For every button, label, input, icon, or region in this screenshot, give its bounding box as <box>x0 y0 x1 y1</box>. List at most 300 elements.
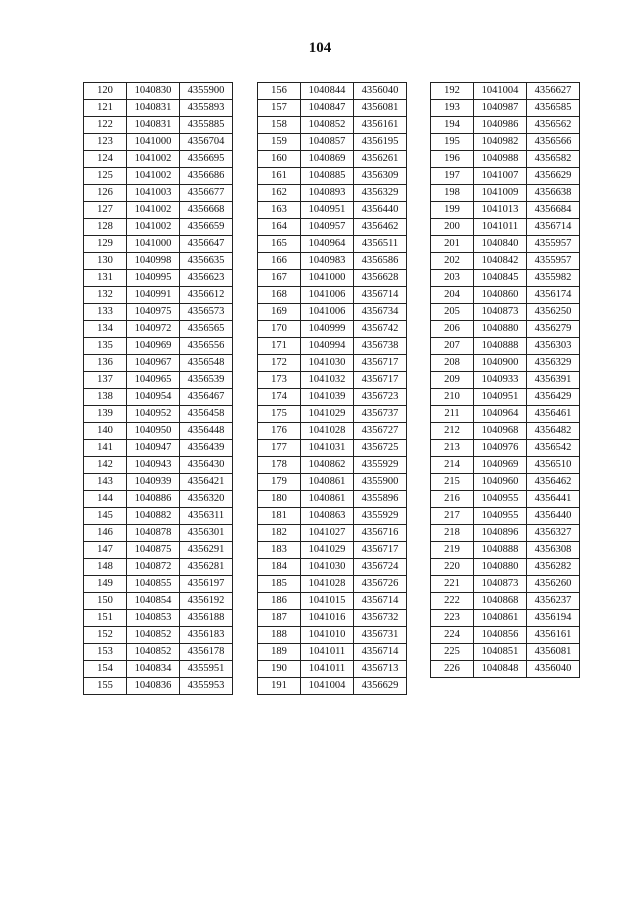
x-coordinate-cell: 1040856 <box>474 627 527 644</box>
x-coordinate-cell: 1040951 <box>301 202 354 219</box>
point-number-cell: 175 <box>258 406 301 423</box>
x-coordinate-cell: 1040986 <box>474 117 527 134</box>
x-coordinate-cell: 1040862 <box>301 457 354 474</box>
x-coordinate-cell: 1040880 <box>474 321 527 338</box>
point-number-cell: 121 <box>84 100 127 117</box>
table-row <box>84 576 233 593</box>
point-number-cell: 129 <box>84 236 127 253</box>
x-coordinate-cell: 1041000 <box>127 236 180 253</box>
point-number-cell: 157 <box>258 100 301 117</box>
y-coordinate-cell: 4356281 <box>180 559 233 576</box>
y-coordinate-cell: 4356439 <box>180 440 233 457</box>
x-coordinate-cell: 1040952 <box>127 406 180 423</box>
table-row <box>84 593 233 610</box>
point-number-cell: 162 <box>258 185 301 202</box>
point-number-cell: 163 <box>258 202 301 219</box>
table-row <box>431 372 580 389</box>
point-number-cell: 150 <box>84 593 127 610</box>
x-coordinate-cell: 1040983 <box>301 253 354 270</box>
y-coordinate-cell: 4356562 <box>527 117 580 134</box>
x-coordinate-cell: 1041007 <box>474 168 527 185</box>
table-row <box>431 389 580 406</box>
y-coordinate-cell: 4356320 <box>180 491 233 508</box>
table-row <box>84 100 233 117</box>
y-coordinate-cell: 4356511 <box>354 236 407 253</box>
y-coordinate-cell: 4356260 <box>527 576 580 593</box>
point-number-cell: 203 <box>431 270 474 287</box>
table-row <box>84 423 233 440</box>
y-coordinate-cell: 4356726 <box>354 576 407 593</box>
y-coordinate-cell: 4356629 <box>354 678 407 695</box>
y-coordinate-cell: 4356429 <box>527 389 580 406</box>
y-coordinate-cell: 4356714 <box>354 593 407 610</box>
x-coordinate-cell: 1040861 <box>474 610 527 627</box>
x-coordinate-cell: 1041009 <box>474 185 527 202</box>
point-number-cell: 211 <box>431 406 474 423</box>
point-number-cell: 151 <box>84 610 127 627</box>
y-coordinate-cell: 4356081 <box>354 100 407 117</box>
y-coordinate-cell: 4356627 <box>527 83 580 100</box>
table-row <box>431 440 580 457</box>
table-row <box>431 287 580 304</box>
table-row <box>84 406 233 423</box>
x-coordinate-cell: 1040893 <box>301 185 354 202</box>
table-row <box>258 389 407 406</box>
y-coordinate-cell: 4356565 <box>180 321 233 338</box>
point-number-cell: 179 <box>258 474 301 491</box>
y-coordinate-cell: 4356734 <box>354 304 407 321</box>
y-coordinate-cell: 4356717 <box>354 355 407 372</box>
table-row <box>431 610 580 627</box>
point-number-cell: 183 <box>258 542 301 559</box>
table-row <box>258 542 407 559</box>
point-number-cell: 190 <box>258 661 301 678</box>
x-coordinate-cell: 1040960 <box>474 474 527 491</box>
y-coordinate-cell: 4355953 <box>180 678 233 695</box>
table-row <box>431 151 580 168</box>
table-row <box>258 576 407 593</box>
x-coordinate-cell: 1040873 <box>474 576 527 593</box>
x-coordinate-cell: 1041011 <box>474 219 527 236</box>
x-coordinate-cell: 1041000 <box>127 134 180 151</box>
point-number-cell: 201 <box>431 236 474 253</box>
point-number-cell: 204 <box>431 287 474 304</box>
table-row <box>431 100 580 117</box>
y-coordinate-cell: 4356737 <box>354 406 407 423</box>
table-row <box>258 474 407 491</box>
point-number-cell: 131 <box>84 270 127 287</box>
table-row <box>84 83 233 100</box>
x-coordinate-cell: 1040852 <box>301 117 354 134</box>
y-coordinate-cell: 4356585 <box>527 100 580 117</box>
y-coordinate-cell: 4355929 <box>354 508 407 525</box>
table-row <box>431 83 580 100</box>
y-coordinate-cell: 4356040 <box>527 661 580 678</box>
page-number: 104 <box>308 40 332 56</box>
point-number-cell: 130 <box>84 253 127 270</box>
y-coordinate-cell: 4356391 <box>527 372 580 389</box>
y-coordinate-cell: 4356738 <box>354 338 407 355</box>
point-number-cell: 180 <box>258 491 301 508</box>
x-coordinate-cell: 1040955 <box>474 491 527 508</box>
table-row <box>84 491 233 508</box>
point-number-cell: 172 <box>258 355 301 372</box>
point-number-cell: 182 <box>258 525 301 542</box>
y-coordinate-cell: 4356542 <box>527 440 580 457</box>
x-coordinate-cell: 1040964 <box>301 236 354 253</box>
table-row <box>258 321 407 338</box>
table-row <box>431 593 580 610</box>
x-coordinate-cell: 1041029 <box>301 542 354 559</box>
y-coordinate-cell: 4356440 <box>354 202 407 219</box>
y-coordinate-cell: 4356548 <box>180 355 233 372</box>
point-number-cell: 132 <box>84 287 127 304</box>
x-coordinate-cell: 1041002 <box>127 219 180 236</box>
y-coordinate-cell: 4356704 <box>180 134 233 151</box>
table-row <box>84 678 233 695</box>
point-number-cell: 154 <box>84 661 127 678</box>
y-coordinate-cell: 4355957 <box>527 236 580 253</box>
table-row <box>84 508 233 525</box>
point-number-cell: 126 <box>84 185 127 202</box>
table-row <box>431 474 580 491</box>
table-row <box>431 168 580 185</box>
table-row <box>258 440 407 457</box>
point-number-cell: 142 <box>84 457 127 474</box>
point-number-cell: 128 <box>84 219 127 236</box>
table-row <box>258 168 407 185</box>
y-coordinate-cell: 4356714 <box>354 287 407 304</box>
table-row <box>431 270 580 287</box>
table-row <box>258 202 407 219</box>
x-coordinate-cell: 1040900 <box>474 355 527 372</box>
x-coordinate-cell: 1040868 <box>474 593 527 610</box>
table-row <box>84 355 233 372</box>
x-coordinate-cell: 1040852 <box>127 627 180 644</box>
x-coordinate-cell: 1040880 <box>474 559 527 576</box>
x-coordinate-cell: 1040995 <box>127 270 180 287</box>
point-number-cell: 134 <box>84 321 127 338</box>
table-row <box>258 304 407 321</box>
y-coordinate-cell: 4356586 <box>354 253 407 270</box>
x-coordinate-cell: 1041011 <box>301 644 354 661</box>
x-coordinate-cell: 1040888 <box>474 542 527 559</box>
x-coordinate-cell: 1041002 <box>127 202 180 219</box>
table-row <box>258 525 407 542</box>
y-coordinate-cell: 4356183 <box>180 627 233 644</box>
y-coordinate-cell: 4356040 <box>354 83 407 100</box>
table-row <box>258 406 407 423</box>
y-coordinate-cell: 4356188 <box>180 610 233 627</box>
y-coordinate-cell: 4356192 <box>180 593 233 610</box>
x-coordinate-cell: 1040991 <box>127 287 180 304</box>
table-row <box>258 100 407 117</box>
table-row <box>84 644 233 661</box>
point-number-cell: 184 <box>258 559 301 576</box>
y-coordinate-cell: 4356081 <box>527 644 580 661</box>
y-coordinate-cell: 4356566 <box>527 134 580 151</box>
table-row <box>258 423 407 440</box>
point-number-cell: 196 <box>431 151 474 168</box>
table-row <box>258 236 407 253</box>
x-coordinate-cell: 1041006 <box>301 287 354 304</box>
point-number-cell: 206 <box>431 321 474 338</box>
coordinates-table-3 <box>430 82 580 678</box>
table-row <box>258 593 407 610</box>
point-number-cell: 181 <box>258 508 301 525</box>
point-number-cell: 198 <box>431 185 474 202</box>
y-coordinate-cell: 4356510 <box>527 457 580 474</box>
x-coordinate-cell: 1040854 <box>127 593 180 610</box>
y-coordinate-cell: 4355982 <box>527 270 580 287</box>
x-coordinate-cell: 1040976 <box>474 440 527 457</box>
point-number-cell: 226 <box>431 661 474 678</box>
x-coordinate-cell: 1041002 <box>127 168 180 185</box>
table-row <box>431 644 580 661</box>
point-number-cell: 210 <box>431 389 474 406</box>
y-coordinate-cell: 4356732 <box>354 610 407 627</box>
x-coordinate-cell: 1040878 <box>127 525 180 542</box>
x-coordinate-cell: 1040998 <box>127 253 180 270</box>
x-coordinate-cell: 1040886 <box>127 491 180 508</box>
point-number-cell: 164 <box>258 219 301 236</box>
table-row <box>431 185 580 202</box>
y-coordinate-cell: 4355896 <box>354 491 407 508</box>
point-number-cell: 159 <box>258 134 301 151</box>
point-number-cell: 225 <box>431 644 474 661</box>
x-coordinate-cell: 1041000 <box>301 270 354 287</box>
table-row <box>84 474 233 491</box>
y-coordinate-cell: 4356440 <box>527 508 580 525</box>
point-number-cell: 212 <box>431 423 474 440</box>
y-coordinate-cell: 4356329 <box>527 355 580 372</box>
point-number-cell: 217 <box>431 508 474 525</box>
point-number-cell: 208 <box>431 355 474 372</box>
point-number-cell: 177 <box>258 440 301 457</box>
x-coordinate-cell: 1040848 <box>474 661 527 678</box>
x-coordinate-cell: 1040834 <box>127 661 180 678</box>
point-number-cell: 209 <box>431 372 474 389</box>
table-row <box>258 83 407 100</box>
table-row <box>431 253 580 270</box>
y-coordinate-cell: 4355929 <box>354 457 407 474</box>
table-row <box>258 661 407 678</box>
table-row <box>84 236 233 253</box>
x-coordinate-cell: 1040964 <box>474 406 527 423</box>
table-row <box>258 185 407 202</box>
table-row <box>258 355 407 372</box>
x-coordinate-cell: 1040947 <box>127 440 180 457</box>
y-coordinate-cell: 4356303 <box>527 338 580 355</box>
y-coordinate-cell: 4356731 <box>354 627 407 644</box>
point-number-cell: 219 <box>431 542 474 559</box>
point-number-cell: 176 <box>258 423 301 440</box>
point-number-cell: 153 <box>84 644 127 661</box>
table-row <box>84 253 233 270</box>
y-coordinate-cell: 4356178 <box>180 644 233 661</box>
point-number-cell: 214 <box>431 457 474 474</box>
x-coordinate-cell: 1041002 <box>127 151 180 168</box>
x-coordinate-cell: 1041030 <box>301 559 354 576</box>
point-number-cell: 165 <box>258 236 301 253</box>
point-number-cell: 171 <box>258 338 301 355</box>
point-number-cell: 169 <box>258 304 301 321</box>
y-coordinate-cell: 4356717 <box>354 372 407 389</box>
table-row <box>84 321 233 338</box>
point-number-cell: 170 <box>258 321 301 338</box>
point-number-cell: 122 <box>84 117 127 134</box>
x-coordinate-cell: 1040875 <box>127 542 180 559</box>
y-coordinate-cell: 4356716 <box>354 525 407 542</box>
table-row <box>258 627 407 644</box>
point-number-cell: 138 <box>84 389 127 406</box>
point-number-cell: 220 <box>431 559 474 576</box>
x-coordinate-cell: 1040969 <box>127 338 180 355</box>
y-coordinate-cell: 4356279 <box>527 321 580 338</box>
point-number-cell: 146 <box>84 525 127 542</box>
table-row <box>431 134 580 151</box>
y-coordinate-cell: 4356291 <box>180 542 233 559</box>
x-coordinate-cell: 1041028 <box>301 576 354 593</box>
x-coordinate-cell: 1040954 <box>127 389 180 406</box>
point-number-cell: 194 <box>431 117 474 134</box>
y-coordinate-cell: 4356462 <box>354 219 407 236</box>
x-coordinate-cell: 1040969 <box>474 457 527 474</box>
table-row <box>84 270 233 287</box>
y-coordinate-cell: 4356623 <box>180 270 233 287</box>
x-coordinate-cell: 1040950 <box>127 423 180 440</box>
table-row <box>258 491 407 508</box>
y-coordinate-cell: 4356723 <box>354 389 407 406</box>
point-number-cell: 178 <box>258 457 301 474</box>
y-coordinate-cell: 4356174 <box>527 287 580 304</box>
x-coordinate-cell: 1040857 <box>301 134 354 151</box>
y-coordinate-cell: 4356638 <box>527 185 580 202</box>
x-coordinate-cell: 1041016 <box>301 610 354 627</box>
point-number-cell: 145 <box>84 508 127 525</box>
point-number-cell: 143 <box>84 474 127 491</box>
x-coordinate-cell: 1041039 <box>301 389 354 406</box>
x-coordinate-cell: 1040967 <box>127 355 180 372</box>
y-coordinate-cell: 4356668 <box>180 202 233 219</box>
point-number-cell: 167 <box>258 270 301 287</box>
table-row <box>431 559 580 576</box>
point-number-cell: 223 <box>431 610 474 627</box>
point-number-cell: 205 <box>431 304 474 321</box>
table-row <box>84 202 233 219</box>
table-row <box>431 627 580 644</box>
point-number-cell: 161 <box>258 168 301 185</box>
x-coordinate-cell: 1041015 <box>301 593 354 610</box>
table-row <box>84 134 233 151</box>
table-row <box>258 508 407 525</box>
point-number-cell: 133 <box>84 304 127 321</box>
point-number-cell: 168 <box>258 287 301 304</box>
table-row <box>84 185 233 202</box>
y-coordinate-cell: 4356327 <box>527 525 580 542</box>
y-coordinate-cell: 4356556 <box>180 338 233 355</box>
coordinates-table-1 <box>83 82 233 695</box>
table-row <box>431 338 580 355</box>
point-number-cell: 136 <box>84 355 127 372</box>
point-number-cell: 123 <box>84 134 127 151</box>
x-coordinate-cell: 1041003 <box>127 185 180 202</box>
table-row <box>431 236 580 253</box>
y-coordinate-cell: 4356197 <box>180 576 233 593</box>
y-coordinate-cell: 4356448 <box>180 423 233 440</box>
table-row <box>84 440 233 457</box>
x-coordinate-cell: 1041030 <box>301 355 354 372</box>
table-row <box>84 338 233 355</box>
x-coordinate-cell: 1040994 <box>301 338 354 355</box>
y-coordinate-cell: 4356462 <box>527 474 580 491</box>
y-coordinate-cell: 4356195 <box>354 134 407 151</box>
table-row <box>84 304 233 321</box>
point-number-cell: 207 <box>431 338 474 355</box>
point-number-cell: 137 <box>84 372 127 389</box>
table-row <box>258 644 407 661</box>
table-row <box>84 627 233 644</box>
table-row <box>431 321 580 338</box>
table-row <box>258 610 407 627</box>
y-coordinate-cell: 4356647 <box>180 236 233 253</box>
point-number-cell: 192 <box>431 83 474 100</box>
table-row <box>258 270 407 287</box>
x-coordinate-cell: 1040842 <box>474 253 527 270</box>
y-coordinate-cell: 4355900 <box>354 474 407 491</box>
point-number-cell: 189 <box>258 644 301 661</box>
point-number-cell: 144 <box>84 491 127 508</box>
point-number-cell: 222 <box>431 593 474 610</box>
x-coordinate-cell: 1041031 <box>301 440 354 457</box>
table-row <box>84 219 233 236</box>
x-coordinate-cell: 1040951 <box>474 389 527 406</box>
x-coordinate-cell: 1040852 <box>127 644 180 661</box>
y-coordinate-cell: 4356329 <box>354 185 407 202</box>
table-row <box>84 151 233 168</box>
y-coordinate-cell: 4356582 <box>527 151 580 168</box>
x-coordinate-cell: 1040830 <box>127 83 180 100</box>
y-coordinate-cell: 4355893 <box>180 100 233 117</box>
x-coordinate-cell: 1040888 <box>474 338 527 355</box>
table-row <box>431 457 580 474</box>
table-row <box>431 304 580 321</box>
x-coordinate-cell: 1040999 <box>301 321 354 338</box>
table-row <box>431 423 580 440</box>
x-coordinate-cell: 1040975 <box>127 304 180 321</box>
table-row <box>258 253 407 270</box>
y-coordinate-cell: 4356686 <box>180 168 233 185</box>
x-coordinate-cell: 1040855 <box>127 576 180 593</box>
table-row <box>84 287 233 304</box>
point-number-cell: 155 <box>84 678 127 695</box>
y-coordinate-cell: 4356430 <box>180 457 233 474</box>
y-coordinate-cell: 4356629 <box>527 168 580 185</box>
y-coordinate-cell: 4356539 <box>180 372 233 389</box>
point-number-cell: 199 <box>431 202 474 219</box>
table-row <box>84 542 233 559</box>
x-coordinate-cell: 1040873 <box>474 304 527 321</box>
point-number-cell: 174 <box>258 389 301 406</box>
y-coordinate-cell: 4356727 <box>354 423 407 440</box>
point-number-cell: 166 <box>258 253 301 270</box>
y-coordinate-cell: 4356250 <box>527 304 580 321</box>
x-coordinate-cell: 1040987 <box>474 100 527 117</box>
x-coordinate-cell: 1040845 <box>474 270 527 287</box>
table-row <box>431 661 580 678</box>
x-coordinate-cell: 1040847 <box>301 100 354 117</box>
table-row <box>258 559 407 576</box>
